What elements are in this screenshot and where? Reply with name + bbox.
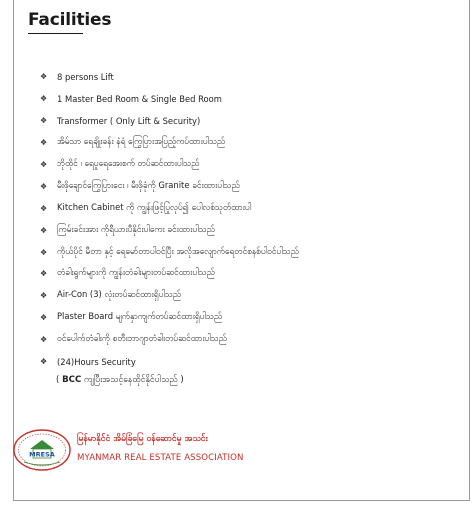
- mresa-logo: [12, 428, 72, 472]
- list-item: [40, 351, 460, 373]
- diamond-bullet-icon: ❖: [40, 138, 48, 148]
- list-item: [40, 285, 460, 307]
- diamond-bullet-icon: ❖: [40, 94, 48, 104]
- list-item-text: ကိုယ်ပိုင် မီတာ နှင့် ရေမော်တာပါဝင်ပြီး အလိုအလျောက်ရေတင်စနစ်ပါဝင်ပါသည်: [57, 245, 299, 256]
- diamond-bullet-icon: ❖: [40, 181, 48, 191]
- list-item-text: ဝင်ပေါက်တံခါးကို စတီးဘာဂျာတံခါးတပ်ဆင်ထားပါသည်: [57, 333, 227, 344]
- note-rest: ကျပြီးအသင့်နေထိုင်နိုင်ပါသည် ): [81, 375, 184, 385]
- list-item: [40, 329, 460, 351]
- list-item: [40, 132, 460, 154]
- list-item: [40, 66, 460, 88]
- list-item: [40, 110, 460, 132]
- association-name-myanmar: မြန်မာနိုင်ငံ အိမ်ခြံမြေ ဝန်ဆောင်မှု အသင်း: [77, 434, 208, 444]
- list-item-text: 1 Master Bed Room & Single Bed Room: [57, 93, 222, 104]
- list-item-text: Air-Con (3) လုံးတပ်ဆင်ထားရှိပါသည်: [57, 289, 181, 300]
- title-underline: [28, 33, 83, 34]
- note-bcc: BCC: [62, 375, 82, 385]
- list-item-text: အိမ်သာ ရေချိုးခန်း နံရံ ကြွေပြားအပြည့်ကပ်ထားပါသည်: [57, 136, 226, 147]
- list-item-text: မီးဖိုချောင်ကြွေပြားငေး ၊ မီးဖိုခုံကို Granite ခင်းထားပါသည်: [57, 179, 240, 190]
- list-item-text: (24)Hours Security: [57, 356, 136, 367]
- list-item: [40, 154, 460, 176]
- list-item-text: တံခါးရွက်များကို ကျွန်းတံခါးများတပ်ဆင်ထားပါသည်: [57, 267, 215, 278]
- facilities-list: [40, 66, 460, 372]
- page-title: Facilities: [28, 10, 112, 30]
- list-item-text: Kitchen Cabinet ကို ကျွန်းဖြင့်ပြုလုပ်၍ ပေါလစ်သုတ်ထားပါ: [57, 201, 252, 212]
- list-item-text: Plaster Board မျက်နှာကျက်တပ်ဆင်ထားရှိပါသည်: [57, 311, 223, 322]
- bcc-note: [56, 375, 184, 387]
- list-item-text: 8 persons Lift: [57, 71, 114, 82]
- logo-text: MRESA: [29, 450, 55, 459]
- diamond-bullet-icon: ❖: [40, 116, 48, 126]
- diamond-bullet-icon: ❖: [40, 160, 48, 169]
- diamond-bullet-icon: ❖: [40, 335, 48, 345]
- list-item: [40, 241, 460, 263]
- diamond-bullet-icon: ❖: [40, 269, 48, 279]
- list-item-text: ဘိုထိုင် ၊ ရေပူရေအေးစက် တပ်ဆင်ထားပါသည်: [57, 158, 200, 168]
- diamond-bullet-icon: ❖: [40, 72, 48, 82]
- diamond-bullet-icon: ❖: [40, 313, 48, 323]
- list-item: [40, 219, 460, 241]
- diamond-bullet-icon: ❖: [40, 203, 48, 213]
- diamond-bullet-icon: ❖: [40, 357, 48, 367]
- list-item: [40, 175, 460, 197]
- list-item-text: Transformer ( Only Lift & Security): [57, 115, 201, 126]
- note-open: (: [56, 375, 63, 385]
- list-item: [40, 263, 460, 285]
- diamond-bullet-icon: ❖: [40, 291, 48, 301]
- diamond-bullet-icon: ❖: [40, 225, 48, 235]
- list-item-text: ကြမ်းခင်းအား ကိုရီယားပီနိုင်းပါကေး ခင်းထားပါသည်: [57, 223, 215, 234]
- association-name-english: MYANMAR REAL ESTATE ASSOCIATION: [77, 453, 244, 463]
- list-item: [40, 307, 460, 329]
- list-item: [40, 197, 460, 219]
- diamond-bullet-icon: ❖: [40, 247, 48, 257]
- list-item: [40, 88, 460, 110]
